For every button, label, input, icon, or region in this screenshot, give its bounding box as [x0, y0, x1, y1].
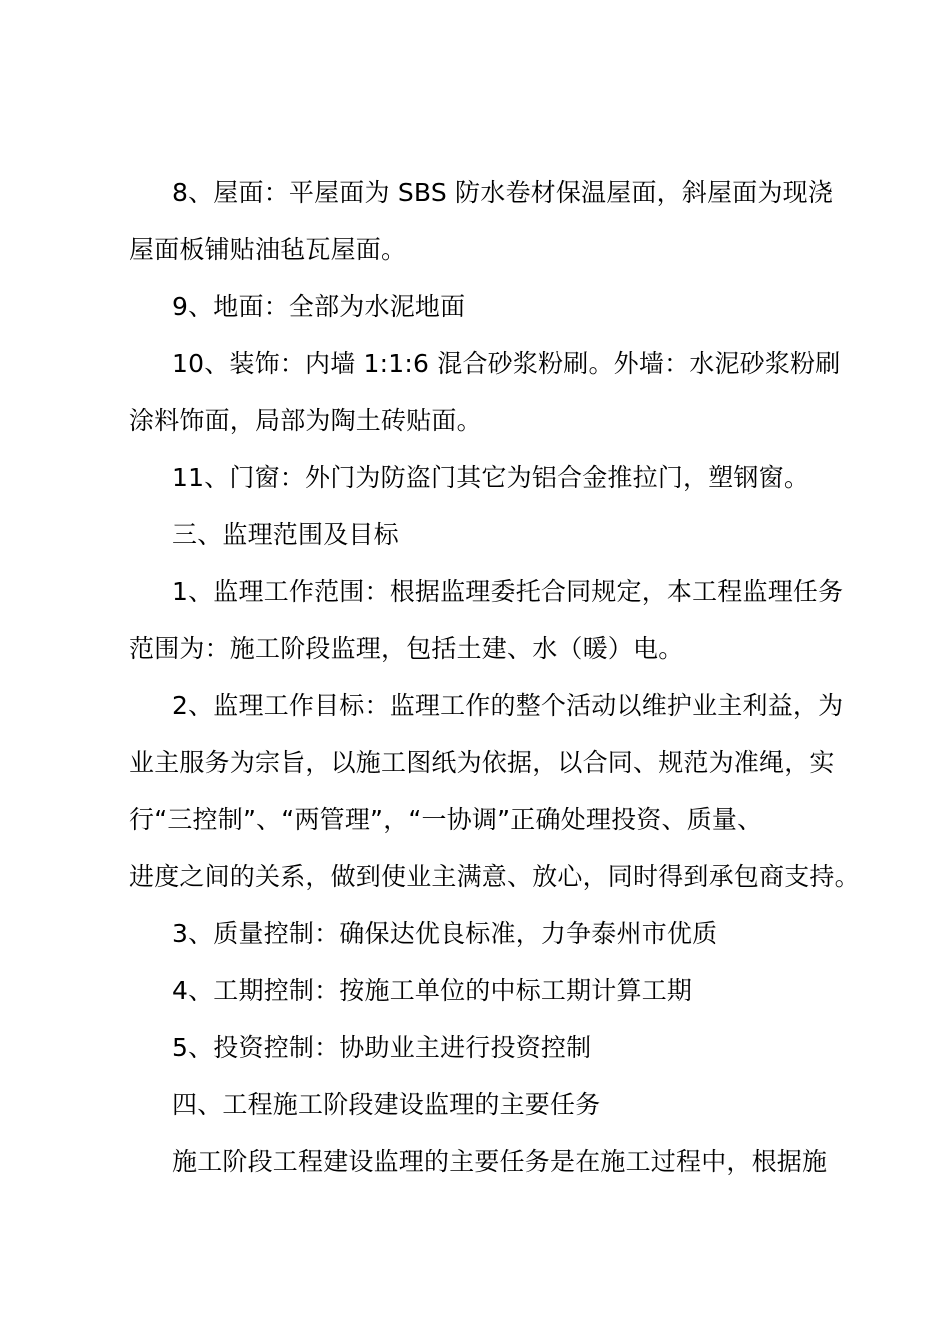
text-line-roof: 8、屋面：平屋面为 SBS 防水卷材保温屋面，斜屋面为现浇	[172, 178, 834, 207]
text-line-quality: 3、质量控制：确保达优良标准，力争泰州市优质	[172, 919, 718, 948]
text-line-scope-cont: 范围为：施工阶段监理，包括土建、水（暖）电。	[129, 634, 684, 663]
text-line-decoration-cont: 涂料饰面，局部为陶土砖贴面。	[129, 406, 482, 435]
text-line-investment: 5、投资控制：协助业主进行投资控制	[172, 1033, 592, 1062]
text-line-doors-windows: 11、门窗：外门为防盗门其它为铝合金推拉门，塑钢窗。	[172, 463, 810, 492]
text-line-goal-cont-2: 行“三控制”、“两管理”，“一协调”正确处理投资、质量、	[129, 805, 763, 834]
text-line-goal-cont-3: 进度之间的关系，做到使业主满意、放心，同时得到承包商支持。	[129, 862, 860, 891]
text-line-floor: 9、地面：全部为水泥地面	[172, 292, 466, 321]
text-line-scope: 1、监理工作范围：根据监理委托合同规定，本工程监理任务	[172, 577, 844, 606]
text-line-schedule: 4、工期控制：按施工单位的中标工期计算工期	[172, 976, 693, 1005]
section-heading-scope: 三、监理范围及目标	[172, 520, 399, 549]
text-line-goal-cont-1: 业主服务为宗旨，以施工图纸为依据，以合同、规范为准绳，实	[129, 748, 835, 777]
section-heading-tasks: 四、工程施工阶段建设监理的主要任务	[172, 1090, 601, 1119]
text-line-roof-cont: 屋面板铺贴油毡瓦屋面。	[129, 235, 407, 264]
text-line-decoration: 10、装饰：内墙 1:1:6 混合砂浆粉刷。外墙：水泥砂浆粉刷	[172, 349, 841, 378]
text-line-tasks: 施工阶段工程建设监理的主要任务是在施工过程中，根据施	[172, 1147, 828, 1176]
text-line-goal: 2、监理工作目标：监理工作的整个活动以维护业主利益，为	[172, 691, 844, 720]
